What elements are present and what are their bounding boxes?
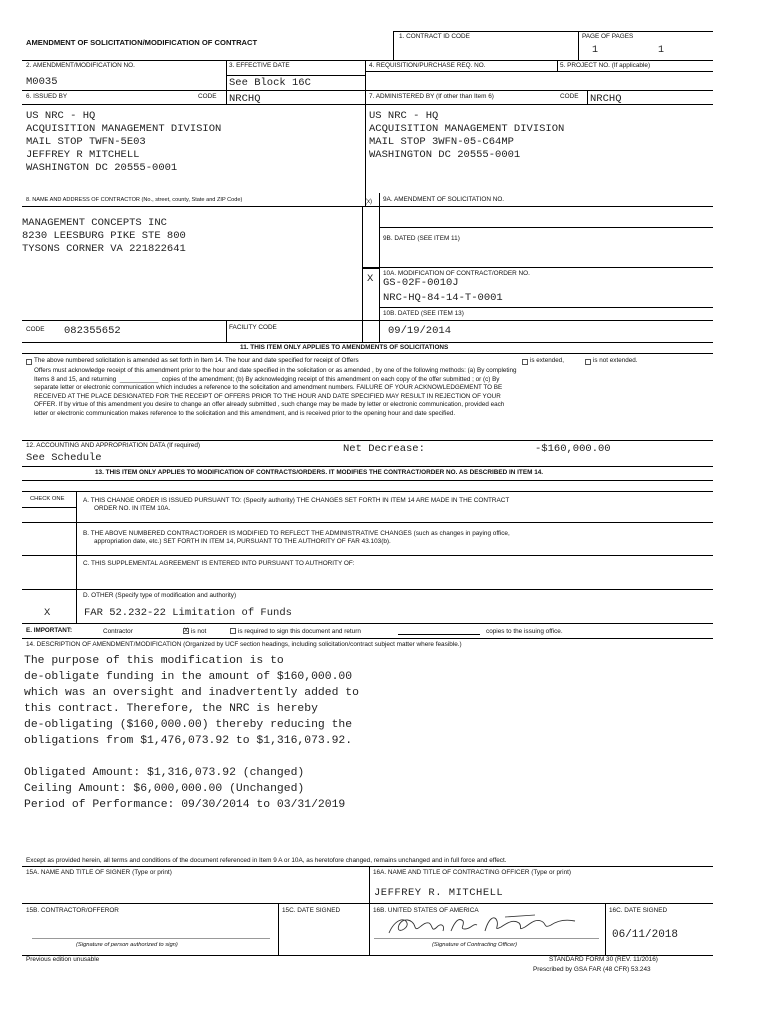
- issued-by-label: 6. ISSUED BY: [26, 93, 68, 100]
- description-line: this contract. Therefore, the NRC is hereby: [24, 703, 318, 715]
- signer-name-label: 15A. NAME AND TITLE OF SIGNER (Type or print): [26, 869, 172, 876]
- issued-code-value: NRCHQ: [229, 93, 261, 105]
- important-contractor: Contractor: [103, 628, 133, 635]
- item11-line1: The above numbered solicitation is amended as set forth in Item 14. The hour and date specified for receipt of Offers: [34, 357, 359, 364]
- description-line: de-obligating ($160,000.00) thereby reducing the: [24, 719, 353, 731]
- item13b-line2: appropriation date, etc.) SET FORTH IN ITEM 14, PURSUANT TO THE AUTHORITY OF FAR 43.103(b).: [94, 538, 391, 545]
- officer-signature: [385, 913, 585, 939]
- item13d-value: FAR 52.232-22 Limitation of Funds: [84, 607, 292, 619]
- net-decrease-value: -$160,000.00: [535, 443, 611, 455]
- important-is-required: is required to sign this document and return: [238, 628, 361, 635]
- body-line: RECEIVED AT THE PLACE DESIGNATED FOR THE RECEIPT OF OFFERS PRIOR TO THE HOUR AND DATE SPECIFIED MAY RESULT IN REJECTION OF YOUR: [34, 392, 501, 400]
- officer-name-value: JEFFREY R. MITCHELL: [374, 887, 504, 899]
- admin-code-label: CODE: [560, 93, 579, 100]
- issued-by-address: [26, 110, 221, 175]
- not-extended-checkbox[interactable]: [585, 359, 591, 365]
- block10a-line1: GS-02F-0010J: [383, 277, 459, 289]
- block10b-label: 10B. DATED (SEE ITEM 13): [383, 310, 464, 317]
- address-line: WASHINGTON DC 20555-0001: [26, 162, 178, 174]
- is-required-checkbox[interactable]: [230, 628, 236, 634]
- item13-title: 13. THIS ITEM ONLY APPLIES TO MODIFICATION OF CONTRACTS/ORDERS. IT MODIFIES THE CONTRACT/ORDER NO. AS DESCRIBED IN ITEM 14.: [95, 469, 544, 476]
- officer-name-label: 16A. NAME AND TITLE OF CONTRACTING OFFICER (Type or print): [373, 869, 572, 876]
- amended-checkbox[interactable]: [26, 359, 32, 365]
- amend-no-label: 2. AMENDMENT/MODIFICATION NO.: [26, 62, 135, 69]
- officer-signature-graphic: [385, 913, 585, 939]
- item11-body: [34, 367, 517, 419]
- block9a-label: 9A. AMENDMENT OF SOLICITATION NO.: [383, 196, 505, 203]
- body-line: Items 8 and 15, and returning ___________ copies of the amendment; (b) By acknowledging receipt of this amendment on each copy of the offer submitted ; or (c) By: [34, 375, 500, 383]
- admin-by-address: [369, 110, 564, 162]
- description-body: [24, 653, 359, 813]
- req-no-label: 4. REQUISITION/PURCHASE REQ. NO.: [369, 62, 486, 69]
- check-one-label: CHECK ONE: [30, 496, 65, 502]
- description-line: [24, 749, 359, 765]
- important-copies: copies to the issuing office.: [486, 628, 563, 635]
- page-number: 1: [592, 45, 599, 56]
- item13d-line: D. OTHER (Specify type of modification and authority): [83, 592, 237, 599]
- address-line: JEFFREY R MITCHELL: [26, 149, 140, 161]
- page-count: 1: [658, 45, 665, 56]
- description-line: The purpose of this modification is to: [24, 655, 284, 667]
- is-not-extended: is not extended.: [593, 357, 638, 364]
- block10-mark: X: [367, 273, 374, 285]
- accounting-value: See Schedule: [26, 452, 102, 464]
- is-not-checkbox[interactable]: X: [184, 628, 189, 634]
- block10a-label: 10A. MODIFICATION OF CONTRACT/ORDER NO.: [383, 270, 530, 277]
- officer-date-label: 16C. DATE SIGNED: [609, 907, 668, 914]
- officer-date-value: 06/11/2018: [612, 929, 679, 941]
- description-line: de-obligate funding in the amount of $160,000.00: [24, 671, 353, 683]
- sig-officer-label: (Signature of Contracting Officer): [432, 942, 518, 948]
- block9b-label: 9B. DATED (SEE ITEM 11): [383, 235, 460, 242]
- prescribed-by: Prescribed by GSA FAR (48 CFR) 53.243: [533, 966, 651, 973]
- is-extended: is extended,: [530, 357, 564, 364]
- body-line: Offers must acknowledge receipt of this amendment prior to the hour and date specified in the solicitation or as amended , by one of the following methods: (a) By completing: [34, 367, 517, 374]
- sig-person-label: (Signature of person authorized to sign): [76, 942, 178, 948]
- item13a-line2: ORDER NO. IN ITEM 10A.: [94, 505, 171, 512]
- block9-x-label: (x): [365, 199, 372, 205]
- standard-form: STANDARD FORM 30 (REV. 11/2016): [549, 956, 658, 963]
- description-line: Ceiling Amount: $6,000,000.00 (Unchanged): [24, 783, 305, 795]
- item13c-line: C. THIS SUPPLEMENTAL AGREEMENT IS ENTERED INTO PURSUANT TO AUTHORITY OF:: [83, 560, 355, 567]
- contractor-code-value: 082355652: [64, 325, 121, 337]
- contractor-offeror-label: 15B. CONTRACTOR/OFFEROR: [26, 907, 119, 914]
- address-line: TYSONS CORNER VA 221822641: [22, 243, 186, 255]
- address-line: ACQUISITION MANAGEMENT DIVISION: [26, 123, 222, 135]
- eff-date-label: 3. EFFECTIVE DATE: [229, 62, 290, 69]
- body-line: OFFER. If by virtue of this amendment you desire to change an offer already submitted , such change may be made by letter or electronic communication, provided each: [34, 401, 505, 409]
- contractor-date-label: 15C. DATE SIGNED: [282, 907, 341, 914]
- address-line: 8230 LEESBURG PIKE STE 800: [22, 230, 186, 242]
- description-line: which was an oversight and inadvertently added to: [24, 687, 359, 699]
- usa-label: 16B. UNITED STATES OF AMERICA: [373, 907, 479, 914]
- description-label: 14. DESCRIPTION OF AMENDMENT/MODIFICATION (Organized by UCF section headings, including solicitation/contract subject matter where feasible.): [26, 641, 462, 648]
- extended-checkbox[interactable]: [522, 359, 528, 365]
- description-line: Period of Performance: 09/30/2014 to 03/31/2019: [24, 799, 346, 811]
- admin-by-label: 7. ADMINISTERED BY (If other than Item 6): [369, 93, 494, 100]
- address-line: ACQUISITION MANAGEMENT DIVISION: [369, 123, 565, 135]
- copies-line: [398, 634, 480, 635]
- address-line: WASHINGTON DC 20555-0001: [369, 149, 521, 161]
- body-line: letter or electronic communication makes reference to the solicitation and this amendment, and is received prior to the opening hour and date specified.: [34, 409, 456, 417]
- address-line: MANAGEMENT CONCEPTS INC: [22, 217, 167, 229]
- block10a-line2: NRC-HQ-84-14-T-0001: [383, 292, 503, 304]
- page-of-label: PAGE OF PAGES: [582, 33, 634, 40]
- description-line: Obligated Amount: $1,316,073.92 (changed): [24, 767, 305, 779]
- eff-date-value: See Block 16C: [229, 77, 311, 89]
- net-decrease-label: Net Decrease:: [343, 443, 425, 455]
- block10b-value: 09/19/2014: [388, 325, 452, 337]
- project-no-label: 5. PROJECT NO. (If applicable): [560, 62, 651, 69]
- body-line: separate letter or electronic communication which includes a reference to the solicitation and amendment numbers. FAILURE OF YOUR ACKNOWLEDGEMENT TO BE: [34, 384, 503, 392]
- previous-edition: Previous edition unusable: [26, 956, 100, 963]
- address-line: US NRC - HQ: [369, 110, 439, 122]
- issued-code-label: CODE: [198, 93, 217, 100]
- contractor-address: [22, 217, 186, 256]
- item13a-line1: A. THIS CHANGE ORDER IS ISSUED PURSUANT TO: (Specify authority) THE CHANGES SET FORTH IN ITEM 14 ARE MADE IN THE CONTRACT: [83, 497, 510, 504]
- address-line: MAIL STOP 3WFN-05-C64MP: [369, 136, 514, 148]
- important-label: E. IMPORTANT:: [26, 627, 73, 634]
- accounting-label: 12. ACCOUNTING AND APPROPRIATION DATA (If required): [26, 442, 201, 449]
- important-is-not: is not: [191, 628, 207, 635]
- contractor-label: 8. NAME AND ADDRESS OF CONTRACTOR (No., street, county, State and ZIP Code): [26, 197, 243, 203]
- description-line: obligations from $1,476,073.92 to $1,316,073.92.: [24, 735, 353, 747]
- contract-id-label: 1. CONTRACT ID CODE: [399, 33, 470, 40]
- amend-no-value: M0035: [26, 76, 58, 88]
- form-title: AMENDMENT OF SOLICITATION/MODIFICATION OF CONTRACT: [26, 38, 258, 47]
- item13d-mark: X: [44, 607, 51, 619]
- address-line: US NRC - HQ: [26, 110, 96, 122]
- admin-code-value: NRCHQ: [590, 93, 622, 105]
- facility-code-label: FACILITY CODE: [229, 324, 277, 331]
- except-text: Except as provided herein, all terms and conditions of the document referenced in Item 9 A or 10A, as heretofore changed, remains unchanged and in full force and effect.: [26, 857, 507, 864]
- address-line: MAIL STOP TWFN-5E03: [26, 136, 146, 148]
- item13b-line1: B. THE ABOVE NUMBERED CONTRACT/ORDER IS MODIFIED TO REFLECT THE ADMINISTRATIVE CHANGES (such as changes in paying office,: [83, 530, 510, 537]
- item11-title: 11. THIS ITEM ONLY APPLIES TO AMENDMENTS OF SOLICITATIONS: [240, 344, 449, 351]
- contractor-code-label: CODE: [26, 326, 45, 333]
